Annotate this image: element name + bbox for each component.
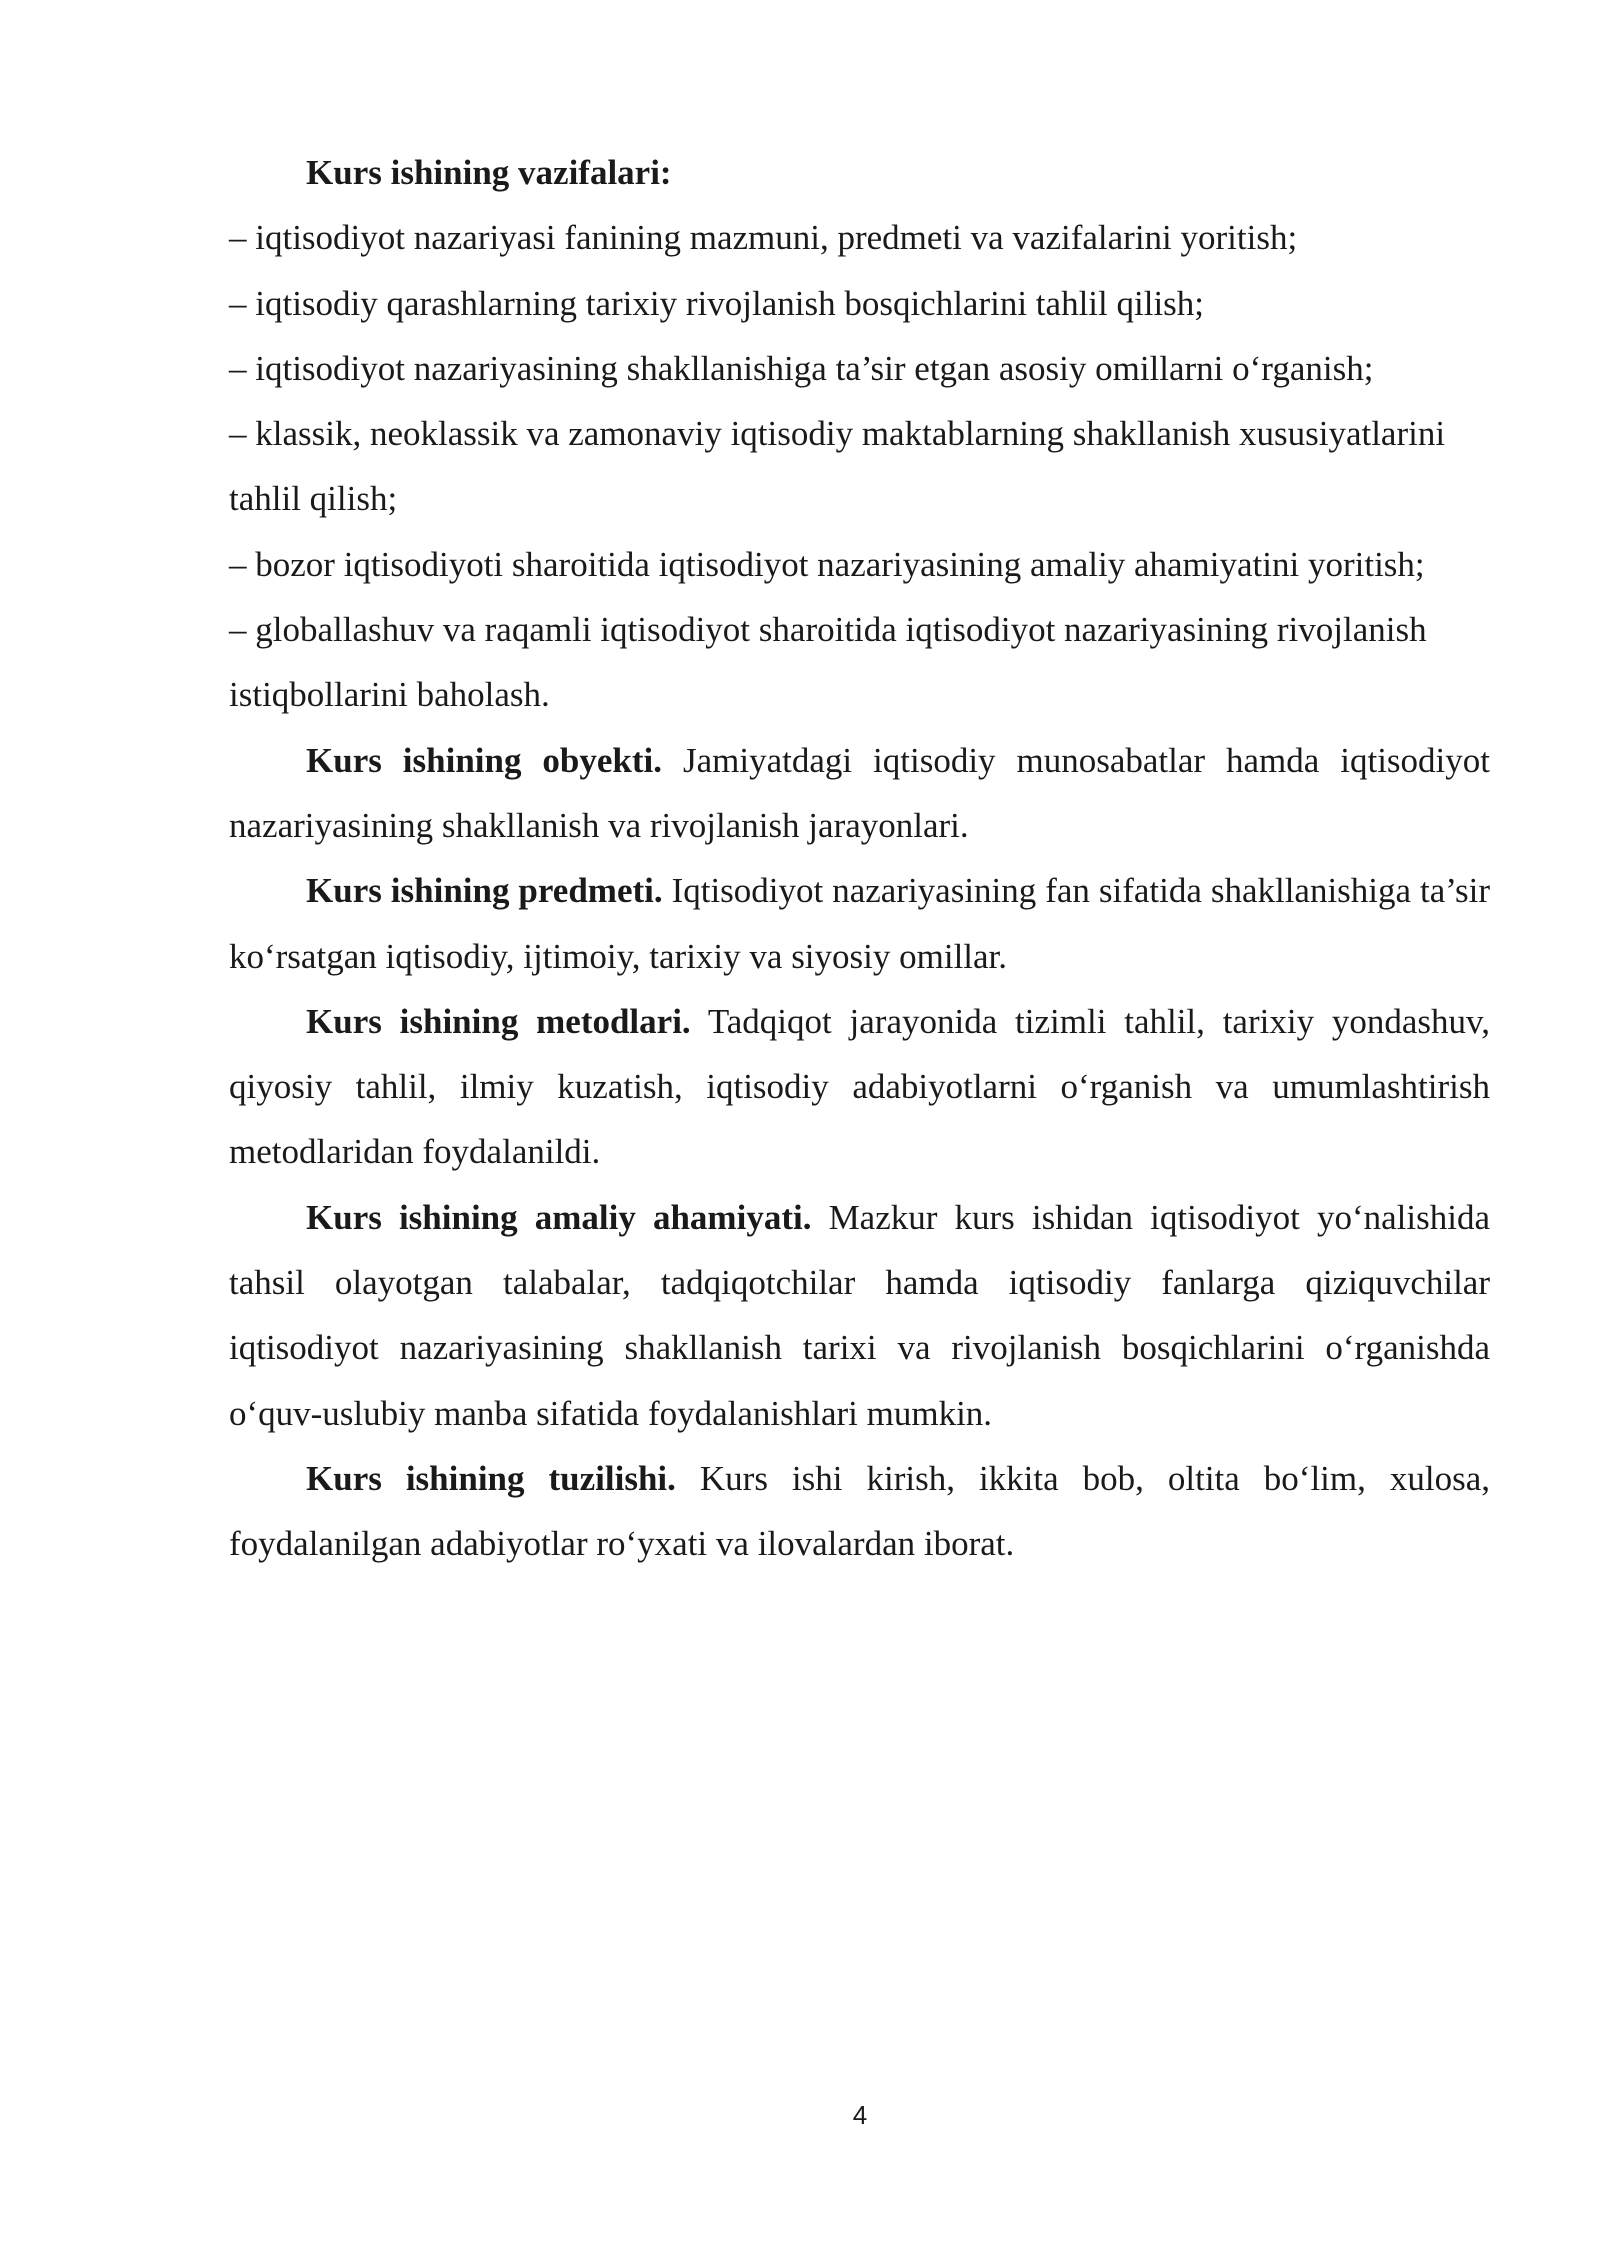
methods-text: Tadqiqot jarayonida tizimli tahlil, tarixiy yondashuv, qiyosiy tahlil, ilmiy kuzatish, iqtisodiy adabiyotlarni o‘rganish va umumlashtirish metodlaridan foydalanildi. — [229, 1001, 1490, 1172]
object-paragraph — [229, 728, 1490, 859]
list-item: – iqtisodiyot nazariyasi fanining mazmuni, predmeti va vazifalarini yoritish; — [229, 218, 1298, 258]
tasks-heading: Kurs ishining vazifalari: — [306, 153, 672, 192]
page-number: 4 — [852, 2100, 868, 2130]
structure-text: Kurs ishi kirish, ikkita bob, oltita bo‘lim, xulosa, foydalanilgan adabiyotlar ro‘yxati va ilovalardan iborat. — [229, 1458, 1490, 1564]
document-page — [229, 140, 1490, 1577]
subject-text: Iqtisodiyot nazariyasining fan sifatida shakllanishiga ta’sir ko‘rsatgan iqtisodiy, ijtimoiy, tarixiy va siyosiy omillar. — [229, 871, 1490, 976]
significance-text: Mazkur kurs ishidan iqtisodiyot yo‘nalishida tahsil olayotgan talabalar, tadqiqotchilar hamda iqtisodiy fanlarga qiziquvchilar iqtisodiyot nazariyasining shakllanish tarixi va rivojlanish bosqichlarini o‘rganishda o‘quv-uslubiy manba sifatida foydalanishlari mumkin. — [229, 1197, 1490, 1433]
significance-paragraph — [229, 1185, 1490, 1446]
object-text: Jamiyatdagi iqtisodiy munosabatlar hamda iqtisodiyot nazariyasining shakllanish va rivojlanish jarayonlari. — [229, 740, 1490, 845]
list-item: – bozor iqtisodiyoti sharoitida iqtisodiyot nazariyasining amaliy ahamiyatini yoritish; — [229, 544, 1425, 584]
object-label: Kurs ishining obyekti. — [306, 740, 663, 780]
subject-label: Kurs ishining predmeti. — [306, 871, 663, 911]
structure-label: Kurs ishining tuzilishi. — [306, 1458, 676, 1498]
list-item: – globallashuv va raqamli iqtisodiyot sharoitida iqtisodiyot nazariyasining rivojlanish istiqbollarini baholash. — [229, 610, 1427, 715]
list-item: – klassik, neoklassik va zamonaviy iqtisodiy maktablarning shakllanish xususiyatlarini tahlil qilish; — [229, 414, 1446, 519]
structure-paragraph — [229, 1446, 1490, 1577]
significance-label: Kurs ishining amaliy ahamiyati. — [306, 1197, 812, 1237]
subject-paragraph — [229, 858, 1490, 989]
list-item: – iqtisodiyot nazariyasining shakllanishiga ta’sir etgan asosiy omillarni o‘rganish; — [229, 348, 1374, 388]
methods-paragraph — [229, 989, 1490, 1185]
methods-label: Kurs ishining metodlari. — [306, 1001, 691, 1041]
tasks-list — [229, 205, 1490, 727]
list-item: – iqtisodiy qarashlarning tarixiy rivojlanish bosqichlarini tahlil qilish; — [229, 283, 1205, 323]
